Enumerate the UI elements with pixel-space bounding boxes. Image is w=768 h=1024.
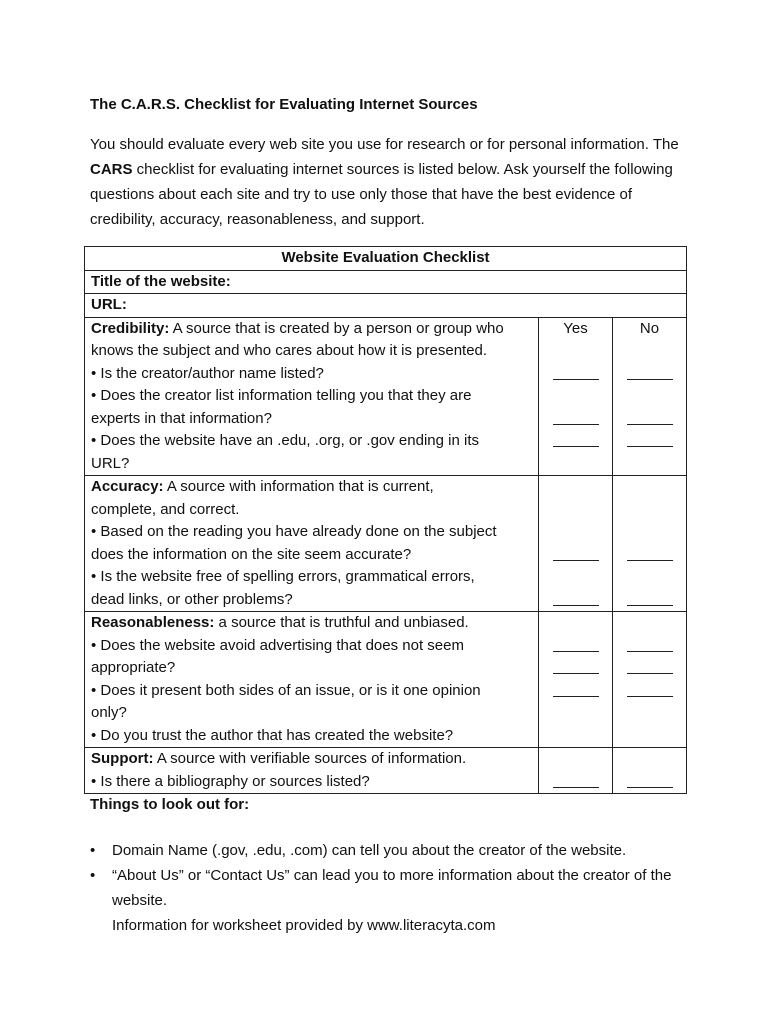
section-label: Reasonableness: — [91, 614, 215, 631]
section-line — [91, 521, 532, 544]
section-line-text: • Is the website free of spelling errors, grammatical errors, — [91, 568, 475, 585]
intro-text-start: You should evaluate every web site you use for research or for personal information. The — [90, 136, 679, 153]
no-answer-slot — [619, 589, 680, 612]
section-line-text: experts in that information? — [91, 409, 272, 427]
section-line — [91, 657, 532, 680]
yes-answer-cell — [539, 748, 613, 794]
empty-slot — [619, 566, 680, 589]
empty-slot — [545, 453, 606, 476]
yes-answer-cell — [539, 317, 613, 476]
section-text-cell — [85, 476, 539, 612]
section-line-text: A source with information that is current, — [163, 478, 434, 495]
section-label: Support: — [91, 750, 154, 767]
yes-answer-blank[interactable] — [553, 408, 599, 425]
section-line — [91, 702, 532, 725]
url-row — [85, 294, 687, 318]
section-line — [91, 340, 532, 363]
section-line — [91, 680, 532, 703]
no-answer-cell — [613, 748, 687, 794]
no-answer-slot — [619, 657, 680, 680]
table-heading-row — [85, 247, 687, 271]
section-label: Accuracy: — [91, 478, 164, 495]
empty-slot — [619, 476, 680, 499]
empty-slot — [545, 476, 606, 499]
section-line-text: complete, and correct. — [91, 500, 240, 518]
empty-slot — [545, 566, 606, 589]
section-line-text: • Is the creator/author name listed? — [91, 364, 324, 382]
section-line-text: knows the subject and who cares about how it is presented. — [91, 342, 488, 359]
no-answer-blank[interactable] — [627, 430, 673, 447]
yes-answer-blank[interactable] — [553, 635, 599, 652]
empty-slot — [545, 521, 606, 544]
yes-answer-slot — [545, 657, 606, 680]
checklist-section-row — [85, 748, 687, 794]
yes-answer-slot — [545, 544, 606, 567]
section-line-text: does the information on the site seem accurate? — [91, 545, 412, 563]
section-line-text: A source that is created by a person or group who — [169, 319, 504, 337]
section-line — [91, 363, 532, 386]
section-line — [91, 408, 532, 431]
website-title-label: Title of the website: — [85, 270, 687, 294]
yes-answer-slot — [545, 430, 606, 453]
tip-text: “About Us” or “Contact Us” can lead you to more information about the creator of the website. — [112, 867, 672, 909]
yes-answer-slot — [545, 771, 606, 794]
empty-slot — [619, 499, 680, 522]
section-line — [91, 612, 532, 635]
empty-slot — [545, 725, 606, 748]
empty-slot — [545, 385, 606, 408]
bullet-icon: • — [90, 842, 96, 859]
no-answer-blank[interactable] — [627, 680, 673, 697]
no-answer-slot — [619, 363, 680, 386]
yes-answer-slot — [545, 589, 606, 612]
empty-slot — [545, 748, 606, 771]
things-to-look-out-for-heading: Things to look out for: — [90, 796, 250, 813]
yes-answer-blank[interactable] — [553, 657, 599, 674]
section-line-text: • Does the creator list information telling you that they are — [91, 387, 472, 404]
tips-list — [90, 838, 690, 913]
section-text-cell — [85, 612, 539, 748]
section-line — [91, 385, 532, 408]
no-answer-blank[interactable] — [627, 544, 673, 561]
no-answer-blank[interactable] — [627, 589, 673, 606]
empty-slot — [545, 702, 606, 725]
section-line — [91, 544, 532, 567]
section-text-cell — [85, 317, 539, 476]
section-line — [91, 430, 532, 453]
yes-answer-slot — [545, 363, 606, 386]
empty-slot — [545, 340, 606, 363]
evaluation-checklist-table — [84, 246, 687, 794]
tip-item — [90, 863, 690, 913]
empty-slot — [619, 521, 680, 544]
yes-answer-blank[interactable] — [553, 363, 599, 380]
section-line-text: • Does the website have an .edu, .org, or .gov ending in its — [91, 432, 479, 449]
section-line-text: • Based on the reading you have already done on the subject — [91, 523, 497, 540]
empty-slot — [619, 385, 680, 408]
yes-answer-cell — [539, 612, 613, 748]
no-answer-slot — [619, 408, 680, 431]
credit-line: Information for worksheet provided by www.literacyta.com — [112, 917, 496, 934]
tip-item — [90, 838, 690, 863]
no-answer-cell — [613, 476, 687, 612]
empty-slot — [619, 612, 680, 635]
section-line — [91, 476, 532, 499]
section-line — [91, 589, 532, 612]
no-answer-slot — [619, 771, 680, 794]
table-heading: Website Evaluation Checklist — [85, 247, 687, 271]
checklist-section-row — [85, 317, 687, 476]
section-line-text: • Does the website avoid advertising that does not seem — [91, 636, 464, 654]
empty-slot — [619, 453, 680, 476]
no-answer-blank[interactable] — [627, 363, 673, 380]
section-line — [91, 635, 532, 658]
yes-answer-slot — [545, 680, 606, 703]
checklist-section-row — [85, 612, 687, 748]
section-line — [91, 748, 532, 771]
section-line-text: appropriate? — [91, 659, 176, 676]
section-line — [91, 566, 532, 589]
no-answer-blank[interactable] — [627, 408, 673, 425]
section-text-cell — [85, 748, 539, 794]
yes-answer-blank[interactable] — [553, 589, 599, 606]
yes-answer-slot — [545, 408, 606, 431]
bullet-icon: • — [90, 867, 96, 884]
no-answer-cell — [613, 317, 687, 476]
tip-text: Domain Name (.gov, .edu, .com) can tell you about the creator of the website. — [112, 842, 627, 859]
intro-paragraph — [90, 132, 690, 232]
empty-slot — [545, 612, 606, 635]
empty-slot — [545, 499, 606, 522]
no-answer-slot — [619, 680, 680, 703]
empty-slot — [619, 748, 680, 771]
intro-text-end: checklist for evaluating internet sources is listed below. Ask yourself the following questions about each site and try to use only those that have the best evidence of credibility, accuracy, reasonableness, and support. — [90, 161, 673, 228]
yes-answer-blank[interactable] — [553, 544, 599, 561]
no-answer-blank[interactable] — [627, 635, 673, 652]
section-line — [91, 725, 532, 748]
section-line-text: URL? — [91, 454, 130, 472]
section-line-text: • Does it present both sides of an issue, or is it one opinion — [91, 681, 481, 699]
no-answer-cell — [613, 612, 687, 748]
empty-slot — [619, 340, 680, 363]
no-answer-slot — [619, 430, 680, 453]
yes-answer-blank[interactable] — [553, 680, 599, 697]
title-row — [85, 270, 687, 294]
no-answer-slot — [619, 635, 680, 658]
section-line — [91, 771, 532, 794]
no-answer-blank[interactable] — [627, 771, 673, 788]
section-line-text: only? — [91, 704, 127, 721]
intro-cars-bold: CARS — [90, 161, 133, 178]
document-title: The C.A.R.S. Checklist for Evaluating Internet Sources — [90, 96, 478, 113]
checklist-body — [85, 247, 687, 794]
yes-column-label: Yes — [563, 319, 588, 337]
url-label: URL: — [85, 294, 687, 318]
section-line-text: A source with verifiable sources of information. — [153, 750, 467, 767]
section-label: Credibility: — [91, 319, 170, 337]
yes-answer-blank[interactable] — [553, 430, 599, 447]
no-answer-slot — [619, 544, 680, 567]
checklist-section-row — [85, 476, 687, 612]
yes-answer-slot — [545, 635, 606, 658]
yes-answer-blank[interactable] — [553, 771, 599, 788]
section-line — [91, 499, 532, 522]
empty-slot — [619, 702, 680, 725]
empty-slot — [619, 725, 680, 748]
section-line-text: dead links, or other problems? — [91, 590, 293, 608]
section-line — [91, 453, 532, 476]
section-line — [91, 318, 532, 341]
no-column-label: No — [639, 319, 660, 337]
section-line-text: • Is there a bibliography or sources listed? — [91, 772, 370, 790]
section-line-text: a source that is truthful and unbiased. — [214, 614, 469, 631]
no-answer-blank[interactable] — [627, 657, 673, 674]
yes-answer-cell — [539, 476, 613, 612]
section-line-text: • Do you trust the author that has created the website? — [91, 726, 454, 744]
